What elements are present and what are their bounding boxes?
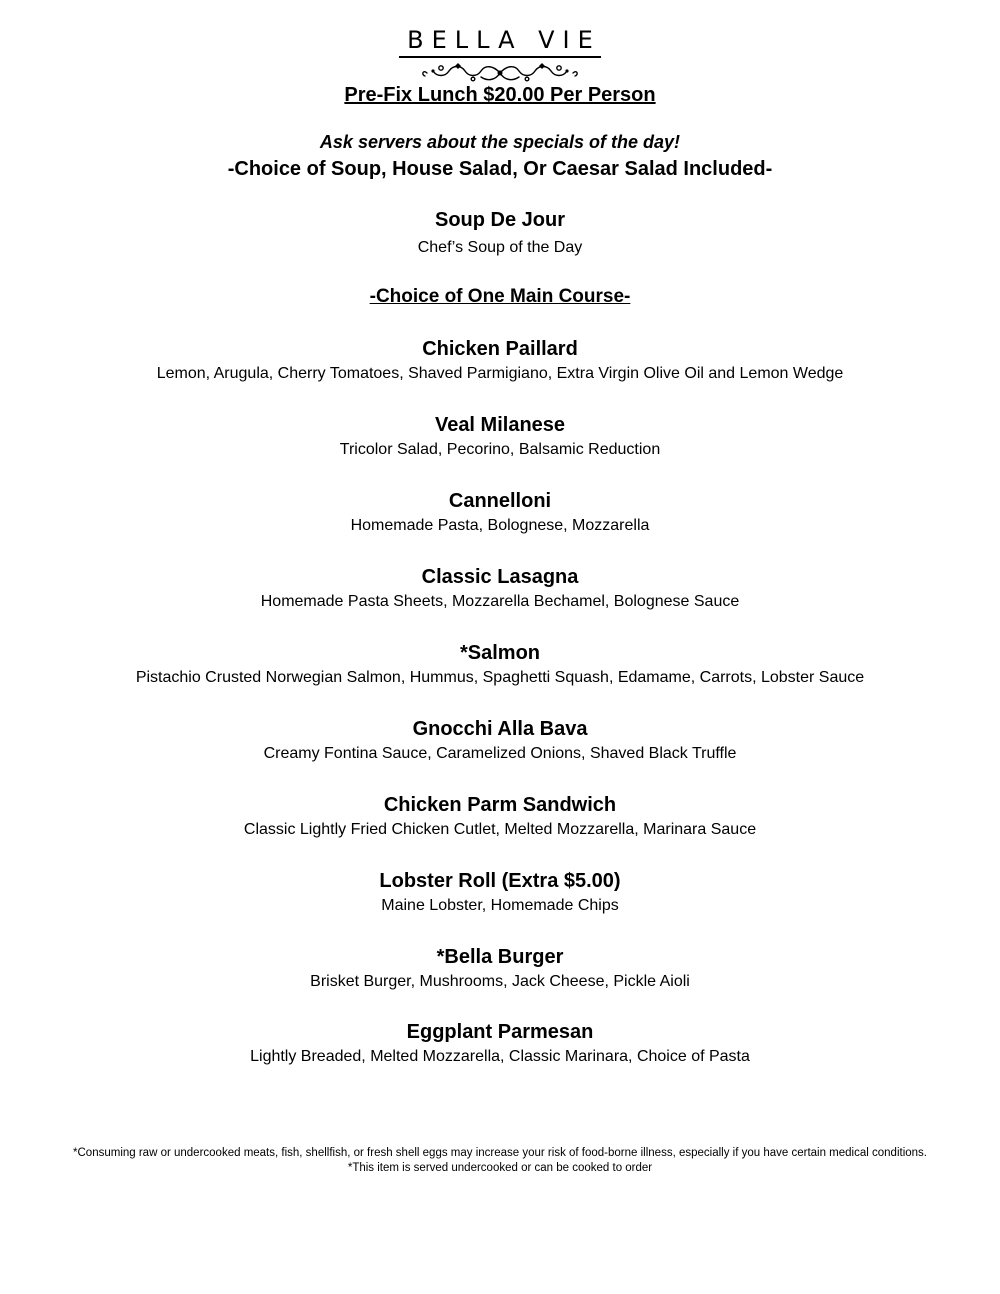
- flourish-ornament-icon: [415, 61, 585, 85]
- prefix-lunch-price: Pre-Fix Lunch $20.00 Per Person: [344, 84, 656, 106]
- menu-item-description: Homemade Pasta Sheets, Mozzarella Bechamel, Bolognese Sauce: [260, 593, 740, 610]
- menu-item-name: *Bella Burger: [436, 946, 564, 968]
- menu-item: [0, 336, 1000, 385]
- specials-note: Ask servers about the specials of the day!: [319, 132, 681, 152]
- food-safety-disclaimer: *Consuming raw or undercooked meats, fish, shellfish, or fresh shell eggs may increase your risk of food-borne illness, especially if you have certain medical conditions. *This item is served undercooked or can be cooked to order: [73, 1147, 927, 1174]
- menu-item-description: Lemon, Arugula, Cherry Tomatoes, Shaved Parmigiano, Extra Virgin Olive Oil and Lemon Wedge: [156, 365, 844, 382]
- menu-item-name: Veal Milanese: [434, 414, 566, 436]
- menu-item-description: Creamy Fontina Sauce, Caramelized Onions, Shaved Black Truffle: [263, 745, 737, 762]
- menu-item-description: Tricolor Salad, Pecorino, Balsamic Reduction: [339, 441, 661, 458]
- menu-item: [0, 488, 1000, 537]
- menu-item-name: Chicken Paillard: [422, 338, 578, 360]
- menu-item: [0, 564, 1000, 613]
- menu-item: [0, 792, 1000, 841]
- logo-wordmark: BELLA VIE: [399, 26, 601, 58]
- menu-item: [0, 868, 1000, 917]
- menu-item-description: Lightly Breaded, Melted Mozzarella, Classic Marinara, Choice of Pasta: [250, 1048, 750, 1065]
- main-course-heading: -Choice of One Main Course-: [369, 286, 631, 307]
- menu-item: [0, 716, 1000, 765]
- menu-item-name: Classic Lasagna: [421, 566, 579, 588]
- menu-item: [0, 944, 1000, 993]
- menu-item-name: Chicken Parm Sandwich: [383, 794, 617, 816]
- menu-item: [0, 640, 1000, 689]
- included-starter-line: -Choice of Soup, House Salad, Or Caesar Salad Included-: [227, 158, 773, 180]
- menu-item-description: Pistachio Crusted Norwegian Salmon, Hummus, Spaghetti Squash, Edamame, Carrots, Lobster Sauce: [135, 669, 865, 686]
- soup-name: Soup De Jour: [434, 209, 565, 231]
- menu-item: [0, 412, 1000, 461]
- soup-description: Chef’s Soup of the Day: [417, 239, 583, 256]
- menu-item-description: Brisket Burger, Mushrooms, Jack Cheese, Pickle Aioli: [310, 973, 690, 990]
- menu-item-description: Classic Lightly Fried Chicken Cutlet, Melted Mozzarella, Marinara Sauce: [243, 821, 757, 838]
- menu-item-name: Gnocchi Alla Bava: [412, 718, 588, 740]
- menu-item-name: Cannelloni: [448, 490, 552, 512]
- menu-item: [0, 1019, 1000, 1068]
- menu-item-name: *Salmon: [459, 642, 541, 664]
- menu-item-name: Lobster Roll (Extra $5.00): [379, 870, 621, 892]
- menu-item-description: Homemade Pasta, Bolognese, Mozzarella: [350, 517, 650, 534]
- menu-item-description: Maine Lobster, Homemade Chips: [381, 897, 619, 914]
- menu-item-name: Eggplant Parmesan: [406, 1021, 594, 1043]
- restaurant-logo: [0, 26, 1000, 85]
